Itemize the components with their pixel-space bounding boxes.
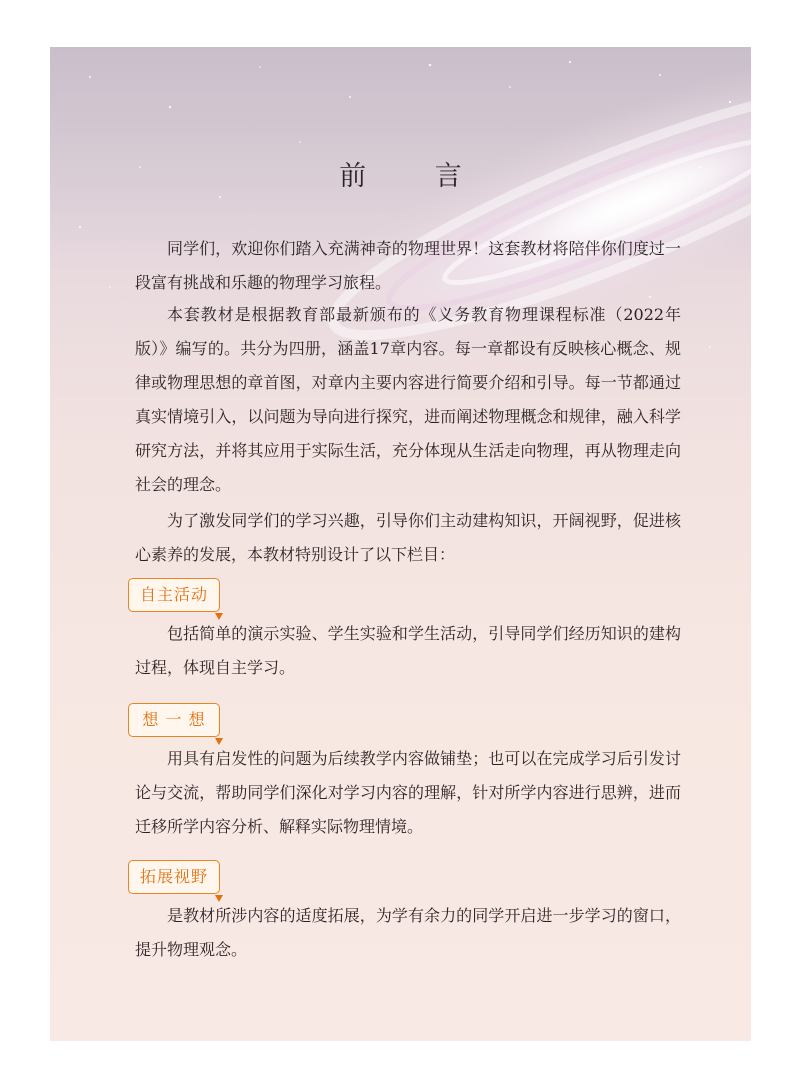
section-label-text: 自主活动	[139, 585, 208, 604]
preface-page	[50, 47, 751, 1041]
section-label-think	[128, 703, 220, 737]
section-text-extend: 是教材所涉内容的适度拓展，为学有余力的同学开启进一步学习的窗口，提升物理观念。	[135, 906, 681, 959]
intro-paragraph-2: 本套教材是根据教育部最新颁布的《义务教育物理课程标准（2022年版）》编写的。共分为四册，涵盖17章内容。每一章都设有反映核心概念、规律或物理思想的章首图，对章内主要内容进行简要介绍和引导。每一节都通过真实情境引入，以问题为导向进行探究，进而阐述物理概念和规律，融入科学研究方法，并将其应用于实际生活，充分体现从生活走向物理，再从物理走向社会的理念。	[135, 305, 681, 494]
section-label-text: 想 一 想	[142, 710, 206, 729]
section-label-self-activity	[128, 578, 220, 612]
section-text-think: 用具有启发性的问题为后续教学内容做铺垫；也可以在完成学习后引发讨论与交流，帮助同学们深化对学习内容的理解，针对所学内容进行思辨，进而迁移所学内容分析、解释实际物理情境。	[135, 749, 681, 836]
section-text-self-activity: 包括简单的演示实验、学生实验和学生活动，引导同学们经历知识的建构过程，体现自主学习。	[135, 624, 681, 677]
intro-paragraph-1: 同学们，欢迎你们踏入充满神奇的物理世界！这套教材将陪伴你们度过一段富有挑战和乐趣的物理学习旅程。	[135, 239, 681, 292]
intro-paragraph-3: 为了激发同学们的学习兴趣，引导你们主动建构知识，开阔视野，促进核心素养的发展，本教材特别设计了以下栏目：	[135, 511, 681, 564]
section-label-extend	[128, 860, 220, 894]
section-label-text: 拓展视野	[139, 867, 208, 886]
page-title: 前 言	[339, 161, 492, 192]
